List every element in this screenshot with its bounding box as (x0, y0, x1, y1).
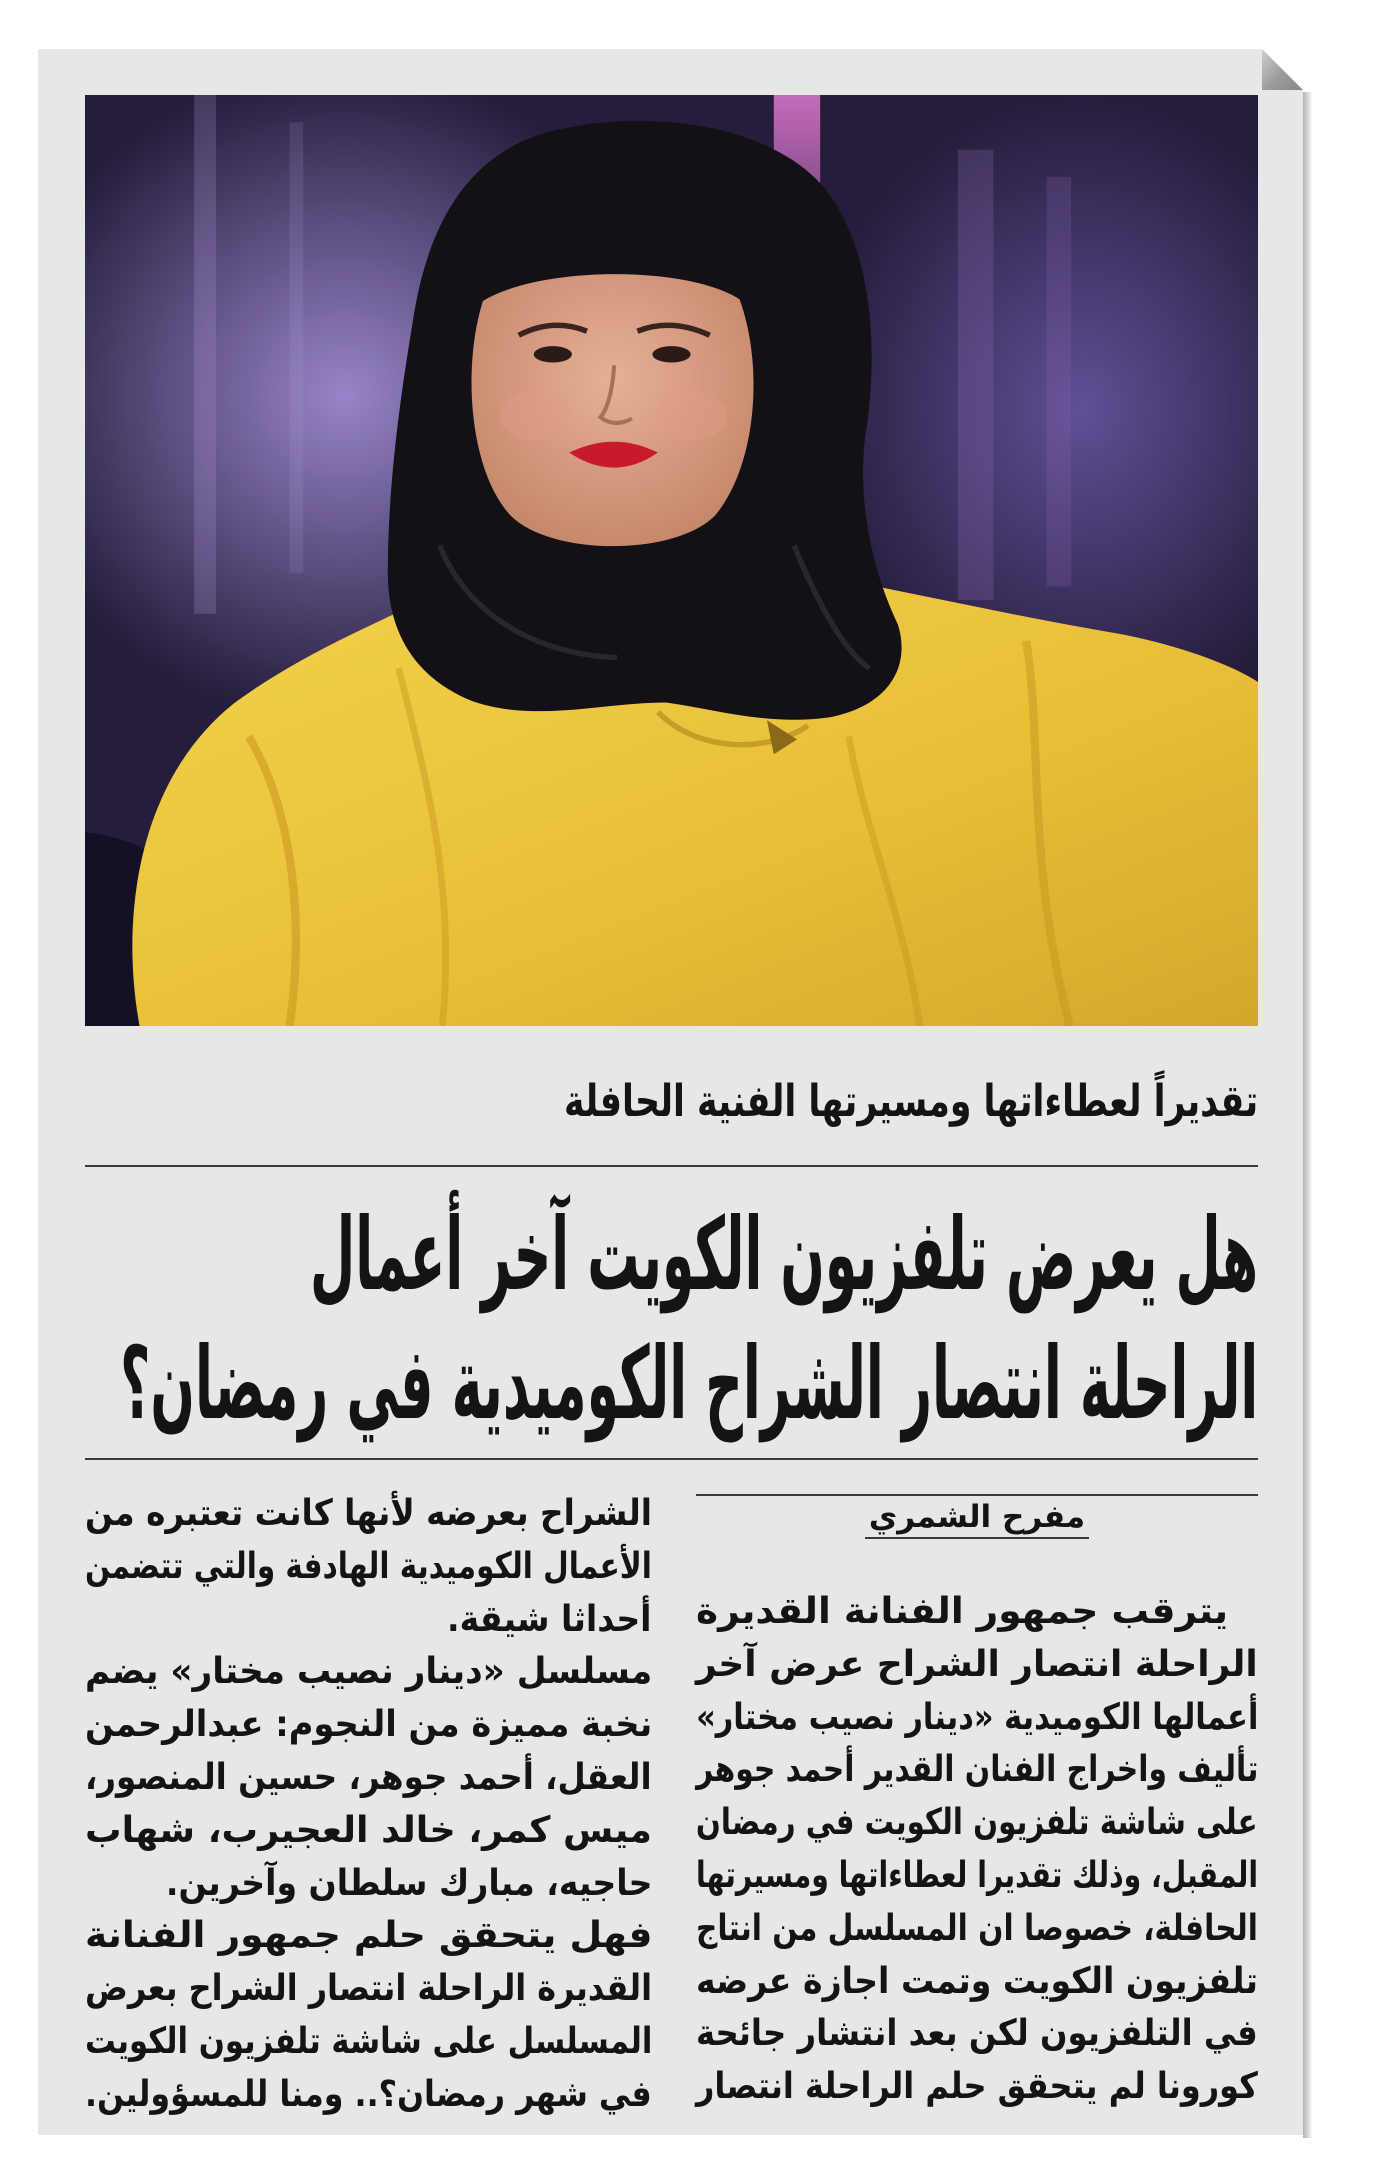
body-line: ميس كمر، خالد العجيرب، شهاب (85, 1809, 652, 1851)
kicker-text: تقديراً لعطاءاتها ومسيرتها الفنية الحافلة (563, 1076, 1258, 1127)
body-line: المقبل، وذلك تقديرا لعطاءاتها ومسيرتها (695, 1854, 1258, 1896)
text-column-right (696, 1586, 1258, 2114)
body-line: الأعمال الكوميدية الهادفة والتي تتضمن (85, 1545, 652, 1587)
person-face (471, 249, 753, 547)
body-line: مسلسل «دينار نصيب مختار» يضم (84, 1651, 652, 1693)
body-line: أعمالها الكوميدية «دينار نصيب مختار» (695, 1696, 1258, 1738)
body-line: كورونا لم يتحقق حلم الراحلة انتصار (696, 2066, 1258, 2108)
body-line: أحداثا شيقة. (447, 1598, 652, 1640)
body-line: في التلفزيون لكن بعد انتشار جائحة (696, 2013, 1258, 2055)
body-line: تلفزيون الكويت وتمت اجازة عرضه (696, 1960, 1258, 2002)
body-line: يترقب جمهور الفنانة القديرة (695, 1591, 1228, 1632)
headline-text: الراحلة انتصار الشراح الكوميدية في رمضان؟ (119, 1325, 1258, 1442)
article-kicker (564, 1072, 1258, 1132)
folded-corner (1262, 49, 1303, 90)
body-line: الراحلة انتصار الشراح عرض آخر (696, 1643, 1258, 1685)
body-line: على شاشة تلفزيون الكويت في رمضان (696, 1802, 1258, 1844)
headline-line-2 (120, 1320, 1258, 1448)
body-line: حاجيه، مبارك سلطان وآخرين. (165, 1862, 652, 1904)
body-line: نخبة مميزة من النجوم: عبدالرحمن (84, 1704, 652, 1746)
body-line: الحافلة، خصوصا ان المسلسل من انتاج (696, 1907, 1258, 1949)
clipping-shadow (1303, 92, 1312, 2138)
body-line: الشراح بعرضه لأنها كانت تعتبره من (85, 1493, 652, 1534)
body-line: العقل، أحمد جوهر، حسين المنصور، (85, 1756, 652, 1798)
body-line: القديرة الراحلة انتصار الشراح بعرض (84, 1968, 652, 2010)
body-line: فهل يتحقق حلم جمهور الفنانة (84, 1915, 652, 1957)
portrait-illustration (85, 95, 1258, 1026)
article-photo (85, 95, 1258, 1026)
body-line: في شهر رمضان؟.. ومنا للمسؤولين. (85, 2073, 652, 2115)
text-column-left (85, 1488, 652, 2122)
headline-text: هل يعرض تلفزيون الكويت آخر أعمال (309, 1196, 1258, 1313)
byline-name: مفرح الشمري (865, 1499, 1089, 1539)
divider (85, 1458, 1258, 1460)
byline-rule (696, 1494, 1258, 1496)
body-line: المسلسل على شاشة تلفزيون الكويت (84, 2020, 652, 2062)
byline (696, 1499, 1258, 1543)
headline-line-1 (310, 1191, 1258, 1319)
divider (85, 1165, 1258, 1167)
body-line: تأليف واخراج الفنان القدير أحمد جوهر (695, 1749, 1258, 1791)
